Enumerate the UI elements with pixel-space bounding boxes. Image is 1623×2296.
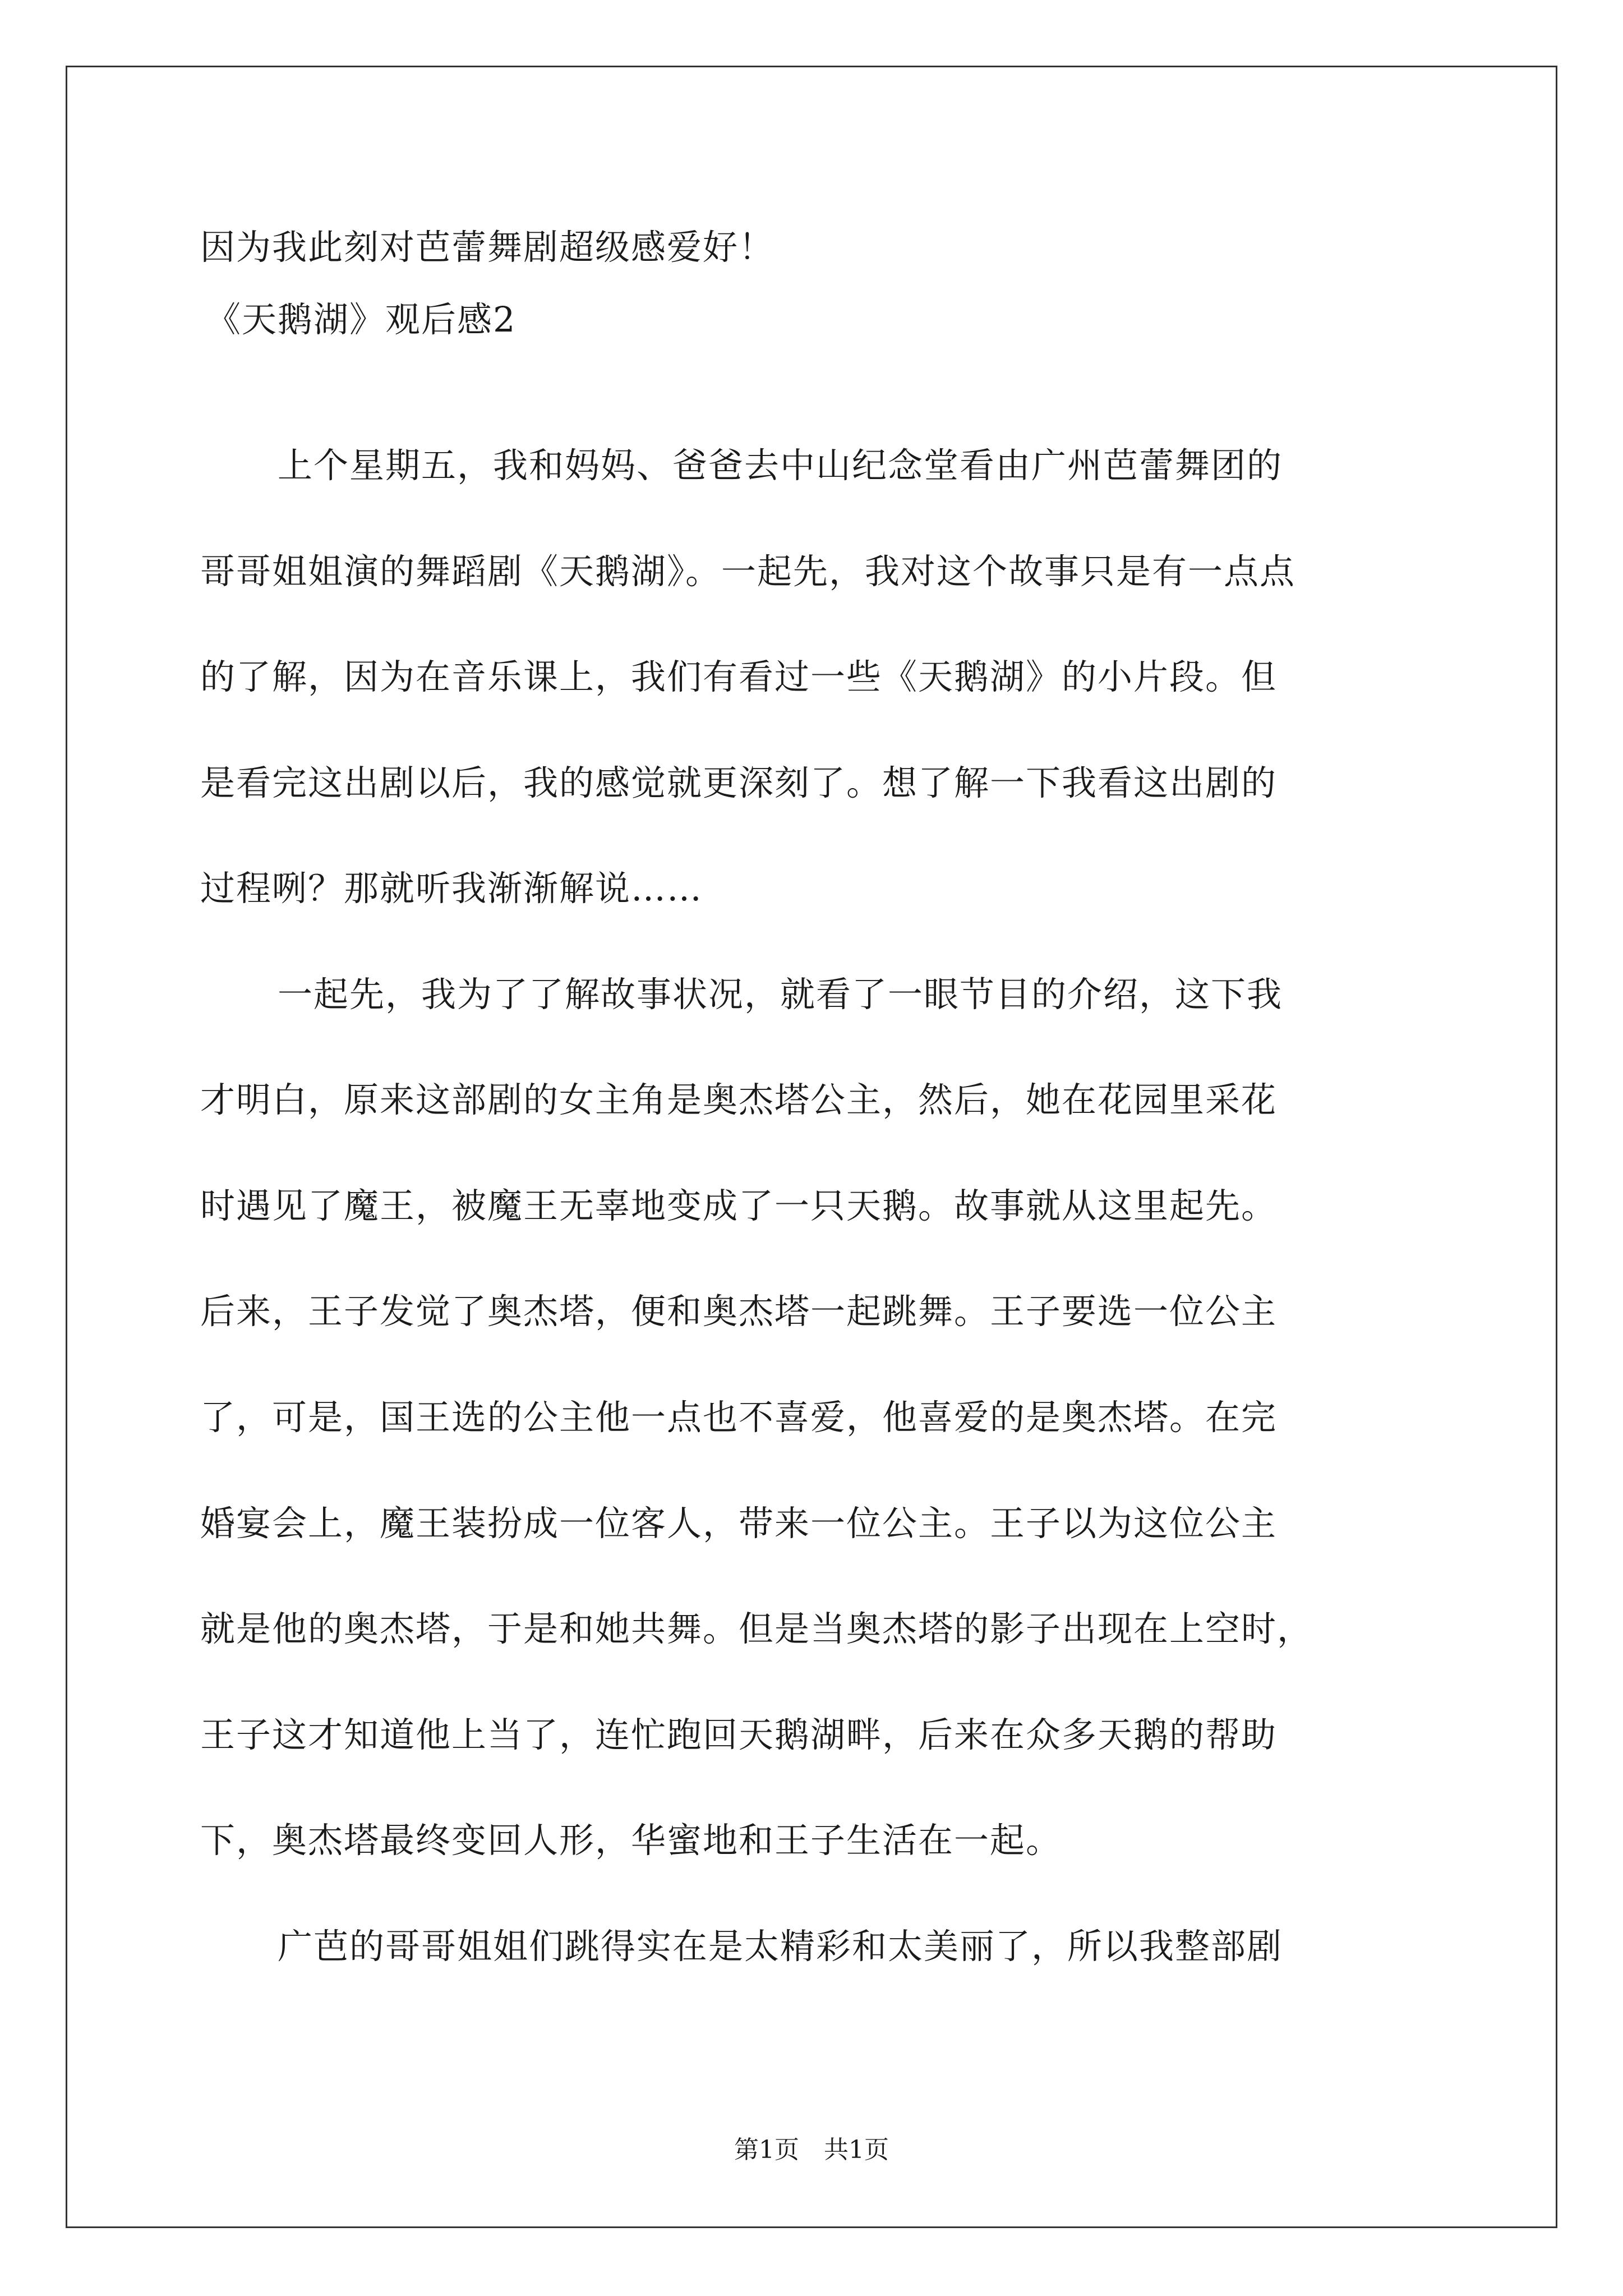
text-line: 婚宴会上，魔王装扮成一位客人，带来一位公主。王子以为这位公主 (200, 1503, 1278, 1544)
text-line: 王子这才知道他上当了，连忙跑回天鹅湖畔，后来在众多天鹅的帮助 (200, 1714, 1278, 1755)
text-line: 下，奥杰塔最终变回人形，华蜜地和王子生活在一起。 (200, 1820, 1062, 1861)
text-line: 的了解，因为在音乐课上，我们有看过一些《天鹅湖》的小片段。但 (200, 656, 1278, 697)
text-line: 《天鹅湖》观后感2 (206, 299, 517, 340)
page-border (66, 66, 1557, 2228)
text-line: 就是他的奥杰塔，于是和她共舞。但是当奥杰塔的影子出现在上空时， (200, 1608, 1313, 1649)
text-line: 过程咧？那就听我渐渐解说…… (200, 868, 703, 909)
text-line: 一起先，我为了了解故事状况，就看了一眼节目的介绍，这下我 (278, 974, 1283, 1015)
text-line: 因为我此刻对芭蕾舞剧超级感爱好！ (200, 227, 775, 268)
page-number: 第1页 共1页 (734, 2136, 889, 2164)
text-line: 后来，王子发觉了奥杰塔，便和奥杰塔一起跳舞。王子要选一位公主 (200, 1291, 1278, 1332)
text-line: 广芭的哥哥姐姐们跳得实在是太精彩和太美丽了，所以我整部剧 (278, 1926, 1283, 1967)
text-line: 了，可是，国王选的公主他一点也不喜爱，他喜爱的是奥杰塔。在完 (200, 1397, 1278, 1438)
text-line: 是看完这出剧以后，我的感觉就更深刻了。想了解一下我看这出剧的 (200, 762, 1278, 803)
text-line: 哥哥姐姐演的舞蹈剧《天鹅湖》。一起先，我对这个故事只是有一点点 (200, 551, 1296, 592)
text-line: 时遇见了魔王，被魔王无辜地变成了一只天鹅。故事就从这里起先。 (200, 1185, 1278, 1226)
text-line: 才明白，原来这部剧的女主角是奥杰塔公主，然后，她在花园里采花 (200, 1079, 1278, 1120)
text-line: 上个星期五，我和妈妈、爸爸去中山纪念堂看由广州芭蕾舞团的 (278, 445, 1283, 486)
